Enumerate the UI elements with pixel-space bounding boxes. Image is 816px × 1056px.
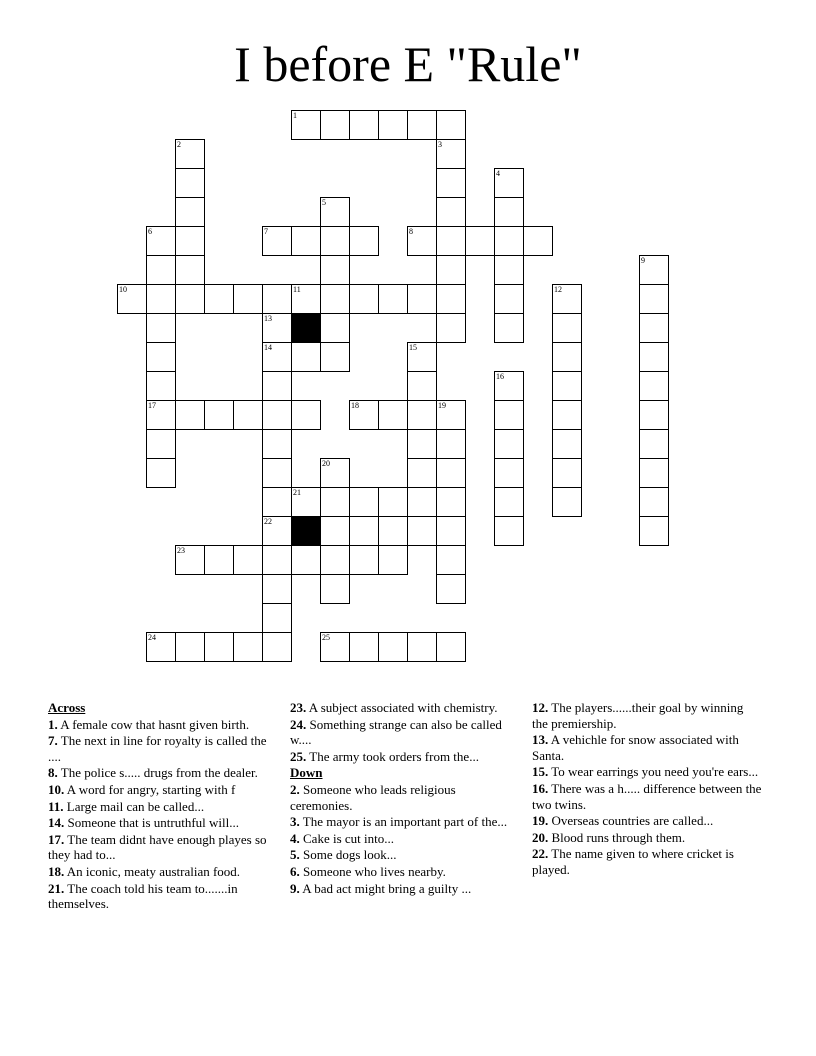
clue-text: A word for angry, starting with f: [64, 781, 236, 797]
grid-cell[interactable]: [639, 313, 669, 343]
clue-text: A bad act might bring a guilty ...: [299, 880, 472, 896]
grid-cell[interactable]: [523, 226, 553, 256]
clue-number: 5.: [290, 847, 300, 863]
cell-number: 11: [293, 285, 301, 294]
grid-cell[interactable]: [146, 371, 176, 401]
grid-cell[interactable]: [262, 429, 292, 459]
grid-cell[interactable]: [262, 400, 292, 430]
cell-number: 1: [293, 111, 297, 120]
cell-number: 10: [119, 285, 127, 294]
grid-cell[interactable]: [204, 400, 234, 430]
clue-item: [532, 764, 762, 780]
grid-cell[interactable]: [639, 487, 669, 517]
grid-cell[interactable]: [291, 400, 321, 430]
grid-cell[interactable]: [494, 226, 524, 256]
cell-number: 6: [148, 227, 152, 236]
clue-item: [48, 864, 278, 880]
clue-text: A vehichle for snow associated with Santa.: [532, 732, 739, 763]
grid-cell[interactable]: [436, 574, 466, 604]
clue-item: [48, 815, 278, 831]
grid-cell[interactable]: [552, 313, 582, 343]
grid-cell[interactable]: [349, 545, 379, 575]
clue-text: Someone who lives nearby.: [299, 863, 446, 879]
grid-cell[interactable]: [291, 284, 321, 314]
clue-item: [48, 717, 278, 733]
clue-number: 3.: [290, 814, 300, 830]
grid-cell[interactable]: [320, 458, 350, 488]
clue-item: [290, 782, 520, 813]
clue-item: [48, 782, 278, 798]
grid-cell[interactable]: [407, 226, 437, 256]
grid-cell[interactable]: [320, 574, 350, 604]
clue-number: 2.: [290, 781, 300, 797]
grid-cell[interactable]: [407, 516, 437, 546]
clue-text: Blood runs through them.: [548, 829, 686, 845]
clue-item: [290, 881, 520, 897]
grid-cell[interactable]: [465, 226, 495, 256]
grid-cell[interactable]: [320, 516, 350, 546]
grid-cell[interactable]: [320, 545, 350, 575]
grid-cell[interactable]: [494, 313, 524, 343]
grid-cell[interactable]: [291, 342, 321, 372]
clue-item: [290, 864, 520, 880]
grid-cell[interactable]: [320, 342, 350, 372]
grid-cell[interactable]: [262, 284, 292, 314]
cell-number: 22: [264, 517, 272, 526]
clue-text: Large mail can be called...: [63, 798, 205, 814]
clue-text: The coach told his team to.......in themselves.: [48, 880, 238, 912]
grid-cell[interactable]: [262, 371, 292, 401]
grid-cell[interactable]: [262, 313, 292, 343]
clue-item: [532, 813, 762, 829]
grid-cell[interactable]: [639, 429, 669, 459]
grid-cell[interactable]: [436, 313, 466, 343]
clue-number: 9.: [290, 880, 300, 896]
grid-cell[interactable]: [175, 197, 205, 227]
clue-number: 24.: [290, 716, 307, 732]
page-title: I before E "Rule": [234, 36, 582, 92]
grid-cell[interactable]: [175, 284, 205, 314]
grid-cell[interactable]: [494, 400, 524, 430]
clue-number: 17.: [48, 831, 65, 847]
clue-item: [48, 799, 278, 815]
cell-number: 4: [496, 169, 500, 178]
grid-cell[interactable]: [233, 545, 263, 575]
grid-cell[interactable]: [436, 255, 466, 285]
grid-cell[interactable]: [146, 226, 176, 256]
grid-cell[interactable]: [494, 487, 524, 517]
grid-cell[interactable]: [436, 400, 466, 430]
clue-number: 15.: [532, 764, 549, 780]
grid-cell[interactable]: [320, 255, 350, 285]
grid-cell[interactable]: [378, 632, 408, 662]
clue-text: There was a h..... difference between the two twins.: [532, 780, 762, 812]
grid-cell[interactable]: [320, 487, 350, 517]
grid-cell[interactable]: [436, 458, 466, 488]
grid-cell[interactable]: [349, 226, 379, 256]
grid-cell[interactable]: [407, 487, 437, 517]
clue-text: A subject associated with chemistry.: [306, 700, 498, 715]
grid-cell[interactable]: [349, 632, 379, 662]
clue-column-1: [48, 700, 278, 913]
grid-cell[interactable]: [407, 400, 437, 430]
grid-cell[interactable]: [349, 110, 379, 140]
clue-text: The team didnt have enough playes so they had to...: [48, 831, 267, 863]
grid-cell[interactable]: [146, 429, 176, 459]
grid-cell[interactable]: [349, 487, 379, 517]
grid-cell[interactable]: [436, 429, 466, 459]
clue-number: 23.: [290, 700, 307, 715]
grid-cell[interactable]: [262, 574, 292, 604]
grid-cell[interactable]: [407, 284, 437, 314]
clue-text: Overseas countries are called...: [548, 813, 714, 829]
grid-cell[interactable]: [407, 458, 437, 488]
clue-item: [532, 781, 762, 812]
grid-cell[interactable]: [639, 458, 669, 488]
grid-cell-black: [291, 313, 321, 343]
clue-text: The police s..... drugs from the dealer.: [57, 765, 258, 781]
grid-cell[interactable]: [552, 342, 582, 372]
grid-cell[interactable]: [639, 284, 669, 314]
grid-cell[interactable]: [262, 226, 292, 256]
clue-text: Cake is cut into...: [299, 830, 394, 846]
grid-cell[interactable]: [320, 632, 350, 662]
grid-cell[interactable]: [494, 284, 524, 314]
grid-cell[interactable]: [436, 197, 466, 227]
clue-item: [532, 846, 762, 877]
cell-number: 5: [322, 198, 326, 207]
grid-cell[interactable]: [494, 197, 524, 227]
grid-cell[interactable]: [175, 226, 205, 256]
grid-cell[interactable]: [320, 284, 350, 314]
grid-cell-black: [291, 516, 321, 546]
grid-cell[interactable]: [320, 110, 350, 140]
grid-cell[interactable]: [262, 487, 292, 517]
grid-cell[interactable]: [639, 255, 669, 285]
grid-cell[interactable]: [639, 400, 669, 430]
clue-text: The players......their goal by winning the premiership.: [532, 700, 744, 731]
clue-item: [290, 831, 520, 847]
grid-cell[interactable]: [204, 545, 234, 575]
grid-cell[interactable]: [436, 545, 466, 575]
grid-cell[interactable]: [175, 545, 205, 575]
clue-text: Someone that is untruthful will...: [64, 815, 240, 831]
cell-number: 14: [264, 343, 272, 352]
clue-number: 21.: [48, 880, 65, 896]
grid-cell[interactable]: [552, 400, 582, 430]
cell-number: 9: [641, 256, 645, 265]
cell-number: 13: [264, 314, 272, 323]
clue-number: 6.: [290, 863, 300, 879]
grid-cell[interactable]: [378, 487, 408, 517]
grid-cell[interactable]: [262, 516, 292, 546]
cell-number: 15: [409, 343, 417, 352]
grid-cell[interactable]: [639, 516, 669, 546]
grid-cell[interactable]: [349, 400, 379, 430]
grid-cell[interactable]: [407, 632, 437, 662]
grid-cell[interactable]: [146, 342, 176, 372]
grid-cell[interactable]: [320, 313, 350, 343]
cell-number: 12: [554, 285, 562, 294]
grid-cell[interactable]: [378, 284, 408, 314]
clue-text: Some dogs look...: [299, 847, 397, 863]
clue-text: The mayor is an important part of the...: [299, 814, 508, 830]
grid-cell[interactable]: [378, 516, 408, 546]
grid-cell[interactable]: [262, 342, 292, 372]
cell-number: 7: [264, 227, 268, 236]
grid-cell[interactable]: [407, 342, 437, 372]
clue-text: The name given to where cricket is played.: [532, 846, 734, 877]
grid-cell[interactable]: [146, 400, 176, 430]
grid-cell[interactable]: [436, 110, 466, 140]
grid-cell[interactable]: [494, 429, 524, 459]
grid-cell[interactable]: [407, 429, 437, 459]
grid-cell[interactable]: [262, 603, 292, 633]
clue-number: 22.: [532, 846, 549, 862]
clue-item: [532, 830, 762, 846]
grid-cell[interactable]: [175, 255, 205, 285]
grid-cell[interactable]: [175, 139, 205, 169]
grid-cell[interactable]: [494, 255, 524, 285]
grid-cell[interactable]: [204, 632, 234, 662]
grid-cell[interactable]: [552, 371, 582, 401]
grid-cell[interactable]: [320, 197, 350, 227]
clue-number: 7.: [48, 733, 58, 749]
grid-cell[interactable]: [262, 458, 292, 488]
clue-number: 11.: [48, 798, 64, 814]
cell-number: 19: [438, 401, 446, 410]
clue-item: [48, 765, 278, 781]
grid-cell[interactable]: [233, 632, 263, 662]
clue-number: 1.: [48, 716, 58, 732]
clue-heading: Across: [48, 700, 86, 715]
grid-cell[interactable]: [436, 516, 466, 546]
grid-cell[interactable]: [233, 400, 263, 430]
clue-text: An iconic, meaty australian food.: [64, 863, 241, 879]
grid-cell[interactable]: [291, 545, 321, 575]
clue-text: The army took orders from the...: [306, 748, 479, 764]
clue-number: 19.: [532, 813, 549, 829]
grid-cell[interactable]: [639, 342, 669, 372]
clue-item: [290, 814, 520, 830]
grid-cell[interactable]: [146, 632, 176, 662]
grid-cell[interactable]: [291, 487, 321, 517]
grid-cell[interactable]: [291, 226, 321, 256]
grid-cell[interactable]: [378, 110, 408, 140]
clue-item: [290, 700, 520, 716]
grid-cell[interactable]: [378, 545, 408, 575]
grid-cell[interactable]: [436, 487, 466, 517]
grid-cell[interactable]: [436, 632, 466, 662]
grid-cell[interactable]: [552, 429, 582, 459]
clue-text: To wear earrings you need you're ears...: [548, 764, 759, 780]
grid-cell[interactable]: [175, 632, 205, 662]
grid-cell[interactable]: [639, 371, 669, 401]
grid-cell[interactable]: [204, 284, 234, 314]
cell-number: 23: [177, 546, 185, 555]
clue-number: 20.: [532, 829, 549, 845]
clue-item: [290, 717, 520, 748]
clue-number: 16.: [532, 780, 549, 796]
grid-cell[interactable]: [146, 313, 176, 343]
grid-cell[interactable]: [494, 168, 524, 198]
clue-heading: Down: [290, 765, 323, 781]
clue-text: Something strange can also be called w....: [290, 716, 502, 748]
grid-cell[interactable]: [552, 284, 582, 314]
grid-cell[interactable]: [320, 226, 350, 256]
clue-column-2: [290, 700, 520, 897]
grid-cell[interactable]: [378, 400, 408, 430]
grid-cell[interactable]: [407, 110, 437, 140]
grid-cell[interactable]: [552, 458, 582, 488]
grid-cell[interactable]: [407, 371, 437, 401]
grid-cell[interactable]: [436, 168, 466, 198]
clue-number: 25.: [290, 748, 307, 764]
clue-number: 10.: [48, 781, 65, 797]
clue-column-3: [532, 700, 762, 879]
clue-item: [532, 700, 762, 731]
clue-number: 12.: [532, 700, 549, 715]
cell-number: 8: [409, 227, 413, 236]
grid-cell[interactable]: [146, 458, 176, 488]
grid-cell[interactable]: [494, 458, 524, 488]
clue-item: [48, 832, 278, 863]
grid-cell[interactable]: [291, 110, 321, 140]
cell-number: 18: [351, 401, 359, 410]
grid-cell[interactable]: [175, 168, 205, 198]
grid-cell[interactable]: [233, 284, 263, 314]
clue-text: A female cow that hasnt given birth.: [57, 716, 250, 732]
grid-cell[interactable]: [436, 284, 466, 314]
grid-cell[interactable]: [262, 632, 292, 662]
clue-text: The next in line for royalty is called the ....: [48, 733, 267, 764]
grid-cell[interactable]: [552, 487, 582, 517]
grid-cell[interactable]: [262, 545, 292, 575]
cell-number: 2: [177, 140, 181, 149]
cell-number: 17: [148, 401, 156, 410]
clue-item: [532, 732, 762, 763]
grid-cell[interactable]: [436, 139, 466, 169]
clue-number: 4.: [290, 830, 300, 846]
grid-cell[interactable]: [146, 255, 176, 285]
clue-number: 8.: [48, 765, 58, 781]
grid-cell[interactable]: [494, 516, 524, 546]
grid-cell[interactable]: [349, 516, 379, 546]
cell-number: 24: [148, 633, 156, 642]
clue-number: 18.: [48, 863, 65, 879]
cell-number: 3: [438, 140, 442, 149]
clue-item: [290, 847, 520, 863]
cell-number: 16: [496, 372, 504, 381]
cell-number: 21: [293, 488, 301, 497]
clue-text: Someone who leads religious ceremonies.: [290, 781, 456, 813]
grid-cell[interactable]: [175, 400, 205, 430]
clue-item: [48, 733, 278, 764]
grid-cell[interactable]: [436, 226, 466, 256]
grid-cell[interactable]: [146, 284, 176, 314]
grid-cell[interactable]: [117, 284, 147, 314]
grid-cell[interactable]: [349, 284, 379, 314]
clue-number: 14.: [48, 815, 65, 831]
clue-item: [290, 749, 520, 765]
cell-number: 25: [322, 633, 330, 642]
cell-number: 20: [322, 459, 330, 468]
grid-cell[interactable]: [494, 371, 524, 401]
clue-number: 13.: [532, 732, 549, 748]
clue-item: [48, 881, 278, 912]
